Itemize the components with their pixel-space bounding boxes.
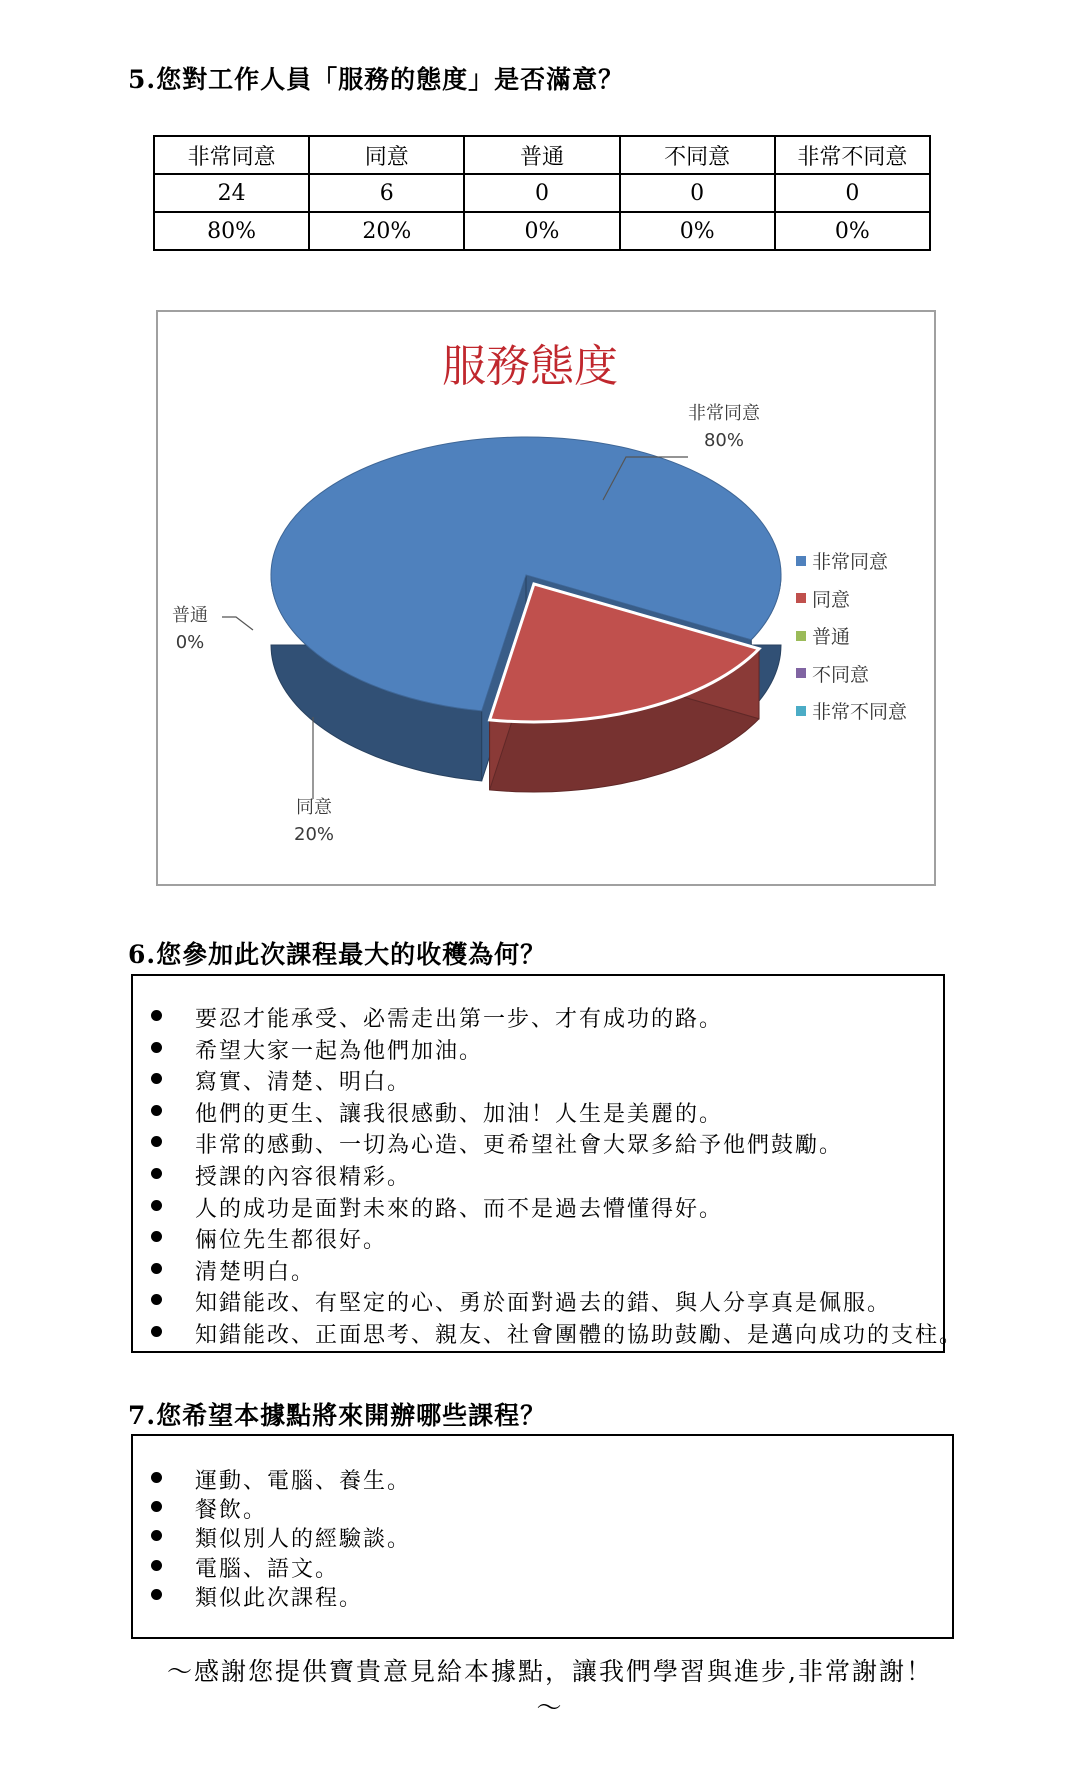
data-label-value: 0% (175, 632, 205, 653)
list-item (141, 1464, 921, 1492)
percent-cell: 80% (154, 212, 309, 250)
list-item-text: 運動、電腦、養生。 (195, 1469, 412, 1494)
bullet-icon (151, 1168, 162, 1179)
q7-title: 7.您希望本據點將來開辦哪些課程？ (128, 1401, 547, 1430)
count-cell: 0 (464, 174, 619, 212)
bullet-icon (151, 1530, 162, 1541)
bullet-icon (151, 1042, 162, 1053)
list-item (141, 1522, 921, 1553)
thank-you-note: ～感謝您提供寶貴意見給本據點，讓我們學習與進步,非常謝謝！～ (167, 1657, 933, 1722)
bullet-icon (151, 1589, 162, 1600)
list-item (141, 1552, 921, 1580)
list-item (141, 1286, 921, 1317)
data-label-neutral (172, 602, 208, 656)
list-item-text: 知錯能改、正面思考、親友、社會團體的協助鼓勵、是邁向成功的支柱。 (195, 1323, 964, 1348)
q7-answers-box (131, 1434, 954, 1639)
list-item-text: 類似此次課程。 (195, 1585, 364, 1611)
list-item (141, 1034, 921, 1062)
list-item-text: 非常的感動、一切為心造、更希望社會大眾多給予他們鼓勵。 (195, 1133, 844, 1159)
legend-swatch (796, 593, 806, 603)
list-item-text: 授課的內容很精彩。 (195, 1165, 412, 1190)
table-header-cell: 普通 (464, 136, 619, 174)
list-item-text: 倆位先生都很好。 (195, 1228, 388, 1254)
legend-label: 普通 (812, 626, 851, 649)
table-header-cell: 非常不同意 (775, 136, 930, 174)
count-cell: 0 (775, 174, 930, 212)
table-count-row (154, 174, 930, 212)
bullet-icon (151, 1326, 162, 1337)
legend-item (796, 542, 907, 580)
table-header-row (154, 136, 930, 174)
table-percent-row (154, 212, 930, 250)
leader-line-neutral (222, 617, 253, 630)
service-attitude-chart (156, 310, 936, 886)
legend-swatch (796, 668, 806, 678)
list-item (141, 1581, 921, 1609)
list-item-text: 他們的更生、讓我很感動、加油！人生是美麗的。 (195, 1101, 724, 1127)
data-label-name: 非常同意 (688, 403, 760, 424)
list-item-text: 類似別人的經驗談。 (195, 1527, 412, 1553)
bullet-icon (151, 1105, 162, 1116)
bullet-icon (151, 1136, 162, 1147)
bullet-icon (151, 1231, 162, 1242)
table-header-cell: 非常同意 (154, 136, 309, 174)
list-item (141, 1223, 921, 1254)
table-header-cell: 不同意 (620, 136, 775, 174)
list-item (141, 1002, 921, 1030)
bullet-icon (151, 1010, 162, 1021)
bullet-icon (151, 1263, 162, 1274)
q5-results-table (153, 135, 931, 251)
data-label-very-agree (688, 400, 760, 454)
list-item (141, 1192, 921, 1220)
legend-label: 同意 (812, 588, 851, 611)
count-cell: 6 (309, 174, 464, 212)
legend-label: 非常不同意 (812, 701, 908, 724)
list-item (141, 1128, 921, 1159)
legend-label: 非常同意 (812, 551, 889, 574)
list-item (141, 1318, 964, 1348)
list-item (141, 1255, 921, 1283)
data-label-value: 80% (703, 430, 744, 451)
legend-item (796, 580, 907, 618)
bullet-icon (151, 1472, 162, 1483)
percent-cell: 0% (775, 212, 930, 250)
list-item-text: 電腦、語文。 (195, 1556, 340, 1582)
table-header-cell: 同意 (309, 136, 464, 174)
data-label-name: 同意 (296, 797, 332, 818)
bullet-icon (151, 1200, 162, 1211)
list-item (141, 1493, 921, 1524)
bullet-icon (151, 1073, 162, 1084)
data-label-agree (294, 794, 334, 848)
list-item-text: 人的成功是面對未來的路、而不是過去懵懂得好。 (195, 1196, 724, 1222)
chart-title: 服務態度 (442, 341, 618, 392)
bullet-icon (151, 1560, 162, 1571)
legend-item (796, 655, 907, 693)
list-item-text: 要忍才能承受、必需走出第一步、才有成功的路。 (195, 1007, 724, 1032)
list-item-text: 清楚明白。 (195, 1259, 316, 1285)
bullet-icon (151, 1294, 162, 1305)
legend-label: 不同意 (812, 663, 870, 686)
chart-legend (796, 542, 907, 730)
list-item (141, 1097, 921, 1125)
data-label-value: 20% (294, 824, 335, 845)
data-label-name: 普通 (172, 605, 208, 626)
legend-swatch (796, 556, 806, 566)
legend-swatch (796, 706, 806, 716)
percent-cell: 0% (620, 212, 775, 250)
legend-item (796, 692, 907, 730)
list-item (141, 1065, 921, 1096)
percent-cell: 20% (309, 212, 464, 250)
bullet-icon (151, 1501, 162, 1512)
count-cell: 24 (154, 174, 309, 212)
list-item (141, 1160, 921, 1188)
list-item-text: 寫實、清楚、明白。 (195, 1070, 412, 1096)
list-item-text: 希望大家一起為他們加油。 (195, 1038, 484, 1064)
legend-item (796, 617, 907, 655)
list-item-text: 餐飲。 (195, 1498, 268, 1524)
q5-title: 5.您對工作人員「服務的態度」是否滿意？ (128, 65, 625, 94)
list-item-text: 知錯能改、有堅定的心、勇於面對過去的錯、與人分享真是佩服。 (195, 1291, 892, 1317)
legend-swatch (796, 631, 806, 641)
q6-title: 6.您參加此次課程最大的收穫為何？ (128, 940, 547, 969)
count-cell: 0 (620, 174, 775, 212)
q6-answers-box (131, 974, 964, 1353)
percent-cell: 0% (464, 212, 619, 250)
